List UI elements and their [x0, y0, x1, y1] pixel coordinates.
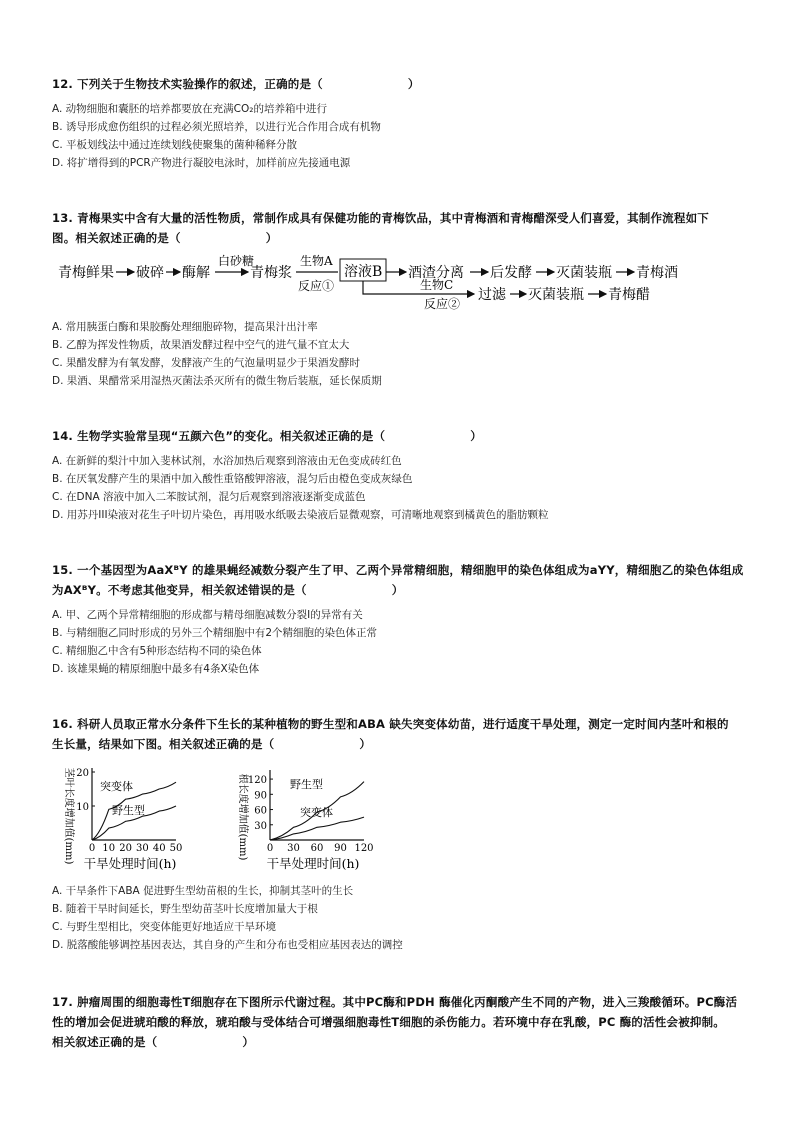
question-14-stem-text: 14. 生物学实验常呈现“五颜六色”的变化。相关叙述正确的是（ — [52, 429, 386, 443]
question-17-stem-close: ） — [242, 1035, 255, 1049]
question-15-stem-close: ） — [391, 583, 404, 597]
x-tick-label: 120 — [354, 843, 374, 854]
flow-crush: 破碎 — [136, 265, 164, 281]
question-16-options — [52, 882, 752, 954]
x-axis-label: 干旱处理时间(h) — [266, 856, 360, 871]
x-tick-label: 0 — [266, 843, 274, 854]
production-flowchart — [52, 252, 752, 314]
question-17-stem-text: 相关叙述正确的是（ — [52, 1035, 158, 1049]
question-17 — [52, 992, 752, 1052]
series-label: 野生型 — [112, 804, 145, 817]
question-17-stem-line2: 性的增加会促进琥珀酸的释放，琥珀酸与受体结合可增强细胞毒性T细胞的杀伤能力。若环境中存在乳酸，PC 酶的活性会被抑制。 — [52, 1015, 726, 1029]
x-tick-label: 90 — [334, 843, 347, 854]
y-axis-label: 根长度增加值(mm) — [237, 773, 248, 861]
y-tick-label: 20 — [76, 768, 89, 779]
series-line-2 — [270, 817, 364, 840]
x-axis-label: 干旱处理时间(h) — [83, 856, 177, 871]
flow-residue-separation: 酒渣分离 — [408, 265, 464, 281]
flow-bio-a: 生物A — [300, 254, 333, 268]
question-15 — [52, 560, 752, 678]
flow-wine: 青梅酒 — [636, 265, 678, 281]
x-tick-label: 30 — [136, 843, 149, 854]
y-tick-label: 30 — [254, 820, 267, 832]
x-tick-label: 50 — [169, 843, 183, 854]
question-13-stem-close: ） — [265, 231, 278, 245]
option-c: C. 平板划线法中通过连续划线使聚集的菌种稀释分散 — [52, 139, 298, 151]
series-label: 突变体 — [300, 806, 333, 819]
y-tick-label: 60 — [254, 805, 267, 817]
question-15-stem-line2 — [52, 580, 752, 600]
option-d: D. 果酒、果醋常采用湿热灭菌法杀灭所有的微生物后装瓶，延长保质期 — [52, 375, 382, 387]
flow-fresh-fruit: 青梅鲜果 — [58, 265, 114, 281]
question-16-stem-line1: 16. 科研人员取正常水分条件下生长的某种植物的野生型和ABA 缺失突变体幼苗，进行适度干旱处理，测定一定时间内茎叶和根的 — [52, 717, 729, 731]
question-17-stem-line1: 17. 肿瘤周围的细胞毒性T细胞存在下图所示代谢过程。其中PC酶和PDH 酶催化丙酮酸产生不同的产物，进入三羧酸循环。PC酶活 — [52, 995, 738, 1009]
flow-sterilize-1: 灭菌装瓶 — [556, 265, 612, 281]
flow-post-fermentation: 后发酵 — [490, 265, 532, 281]
question-12-stem-close: ） — [407, 77, 420, 91]
series-label: 野生型 — [290, 778, 323, 791]
option-a: A. 常用胰蛋白酶和果胶酶处理细胞碎物，提高果汁出汁率 — [52, 321, 318, 333]
option-b: B. 诱导形成愈伤组织的过程必须光照培养，以进行光合作用合成有机物 — [52, 121, 381, 133]
x-tick-label: 60 — [310, 843, 324, 854]
chart-stem-leaf-growth — [56, 762, 196, 874]
option-c: C. 与野生型相比，突变体能更好地适应干旱环境 — [52, 921, 277, 933]
x-tick-label: 0 — [88, 843, 96, 854]
y-tick-label: 120 — [247, 775, 267, 787]
option-a: A. 干旱条件下ABA 促进野生型幼苗根的生长，抑制其茎叶的生长 — [52, 885, 354, 897]
y-tick-label: 90 — [254, 790, 267, 802]
question-12 — [52, 74, 752, 172]
option-b: B. 乙醇为挥发性物质，故果酒发酵过程中空气的进气量不宜太大 — [52, 339, 350, 351]
question-14 — [52, 426, 752, 524]
chart-root-growth — [230, 762, 378, 874]
option-c: C. 果醋发酵为有氧发酵，发酵液产生的气泡量明显少于果酒发酵时 — [52, 357, 361, 369]
option-a: A. 甲、乙两个异常精细胞的形成都与精母细胞减数分裂Ⅰ的异常有关 — [52, 609, 363, 621]
flow-sterilize-2: 灭菌装瓶 — [528, 287, 584, 303]
question-15-stem-line1: 15. 一个基因型为AaXᴮY 的雄果蝇经减数分裂产生了甲、乙两个异常精细胞，精细胞甲的染色体组成为aYY，精细胞乙的染色体组成 — [52, 563, 744, 577]
option-d: D. 将扩增得到的PCR产物进行凝胶电泳时，加样前应先接通电源 — [52, 157, 351, 169]
question-13-options — [52, 318, 752, 390]
flow-pulp: 青梅浆 — [250, 265, 292, 281]
flow-enzyme: 酶解 — [182, 265, 210, 281]
question-17-stem-line3 — [52, 1032, 752, 1052]
option-d: D. 该雄果蝇的精原细胞中最多有4条X染色体 — [52, 663, 260, 675]
question-15-stem-text: 为AXᴮY。不考虑其他变异，相关叙述错误的是（ — [52, 583, 307, 597]
question-13-stem-line2 — [52, 228, 752, 248]
y-tick-label: 10 — [76, 802, 89, 813]
question-12-stem — [52, 74, 752, 94]
flow-branch-arrow — [363, 281, 474, 294]
option-c: C. 在DNA 溶液中加入二苯胺试剂，混匀后观察到溶液逐渐变成蓝色 — [52, 491, 366, 503]
x-tick-label: 30 — [287, 843, 300, 854]
question-16 — [52, 714, 752, 754]
question-13-stem-text: 图。相关叙述正确的是（ — [52, 231, 181, 245]
x-tick-label: 20 — [119, 843, 132, 854]
option-b: B. 在厌氧发酵产生的果酒中加入酸性重铬酸钾溶液，混匀后由橙色变成灰绿色 — [52, 473, 413, 485]
question-13-stem-line1: 13. 青梅果实中含有大量的活性物质，常制作成具有保健功能的青梅饮品，其中青梅酒和青梅醋深受人们喜爱，其制作流程如下 — [52, 211, 709, 225]
series-label: 突变体 — [100, 780, 133, 793]
question-14-stem-close: ） — [470, 429, 482, 443]
question-16-stem-line2 — [52, 734, 752, 754]
option-d: D. 用苏丹III染液对花生子叶切片染色，再用吸水纸吸去染液后显微观察，可清晰地观察到橘黄色的脂肪颗粒 — [52, 509, 549, 521]
flow-bio-c: 生物C — [420, 278, 454, 292]
x-tick-label: 10 — [102, 843, 116, 854]
option-d: D. 脱落酸能够调控基因表达，其自身的产生和分布也受相应基因表达的调控 — [52, 939, 403, 951]
flow-solution-b: 溶液B — [344, 264, 383, 280]
y-axis-label: 茎叶长度增加值(mm) — [63, 767, 74, 865]
question-16-stem-close: ） — [359, 737, 372, 751]
option-a: A. 动物细胞和囊胚的培养都要放在充满CO₂的培养箱中进行 — [52, 103, 327, 115]
flow-reaction-1: 反应① — [298, 279, 335, 293]
option-c: C. 精细胞乙中含有5种形态结构不同的染色体 — [52, 645, 262, 657]
x-tick-label: 40 — [152, 843, 166, 854]
question-16-stem-text: 生长量，结果如下图。相关叙述正确的是（ — [52, 737, 275, 751]
question-12-stem-text: 12. 下列关于生物技术实验操作的叙述，正确的是（ — [52, 77, 323, 91]
flow-reaction-2: 反应② — [424, 297, 461, 311]
flow-filter: 过滤 — [478, 287, 506, 303]
question-14-stem — [52, 426, 752, 446]
option-b: B. 与精细胞乙同时形成的另外三个精细胞中有2个精细胞的染色体正常 — [52, 627, 378, 639]
flow-sugar-label: 白砂糖 — [218, 254, 255, 268]
question-13 — [52, 208, 752, 248]
option-a: A. 在新鲜的梨汁中加入斐林试剂，水浴加热后观察到溶液由无色变成砖红色 — [52, 455, 402, 467]
option-b: B. 随着干旱时间延长，野生型幼苗茎叶长度增加量大于根 — [52, 903, 318, 915]
flow-vinegar: 青梅醋 — [608, 287, 650, 303]
